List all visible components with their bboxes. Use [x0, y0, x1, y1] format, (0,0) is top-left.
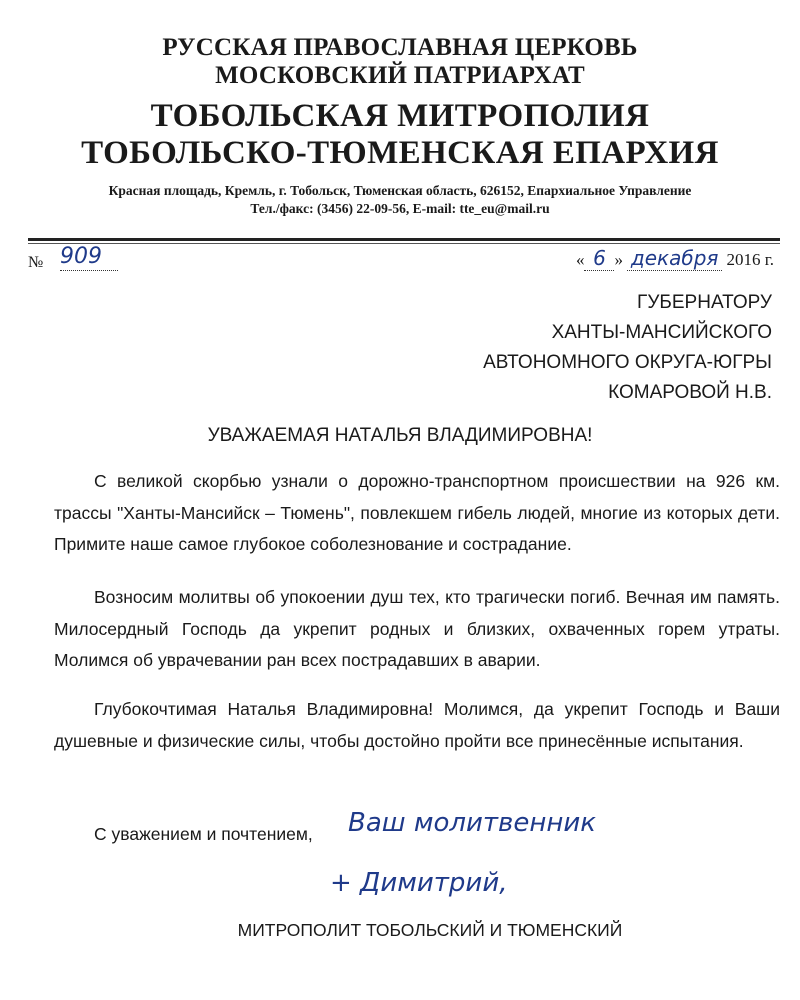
letterhead-address: Красная площадь, Кремль, г. Тобольск, Тюменская область, 626152, Епархиальное Управление: [108, 183, 692, 198]
addressee-line: КОМАРОВОЙ Н.В.: [608, 382, 772, 403]
date-year: 2016 г.: [726, 250, 774, 269]
date-close-quote: »: [614, 250, 623, 269]
letterhead-metropolis: ТОБОЛЬСКАЯ МИТРОПОЛИЯ: [150, 98, 650, 134]
body-paragraph-3: Глубокочтимая Наталья Владимировна! Молимся, да укрепит Господь и Ваши душевные и физические силы, чтобы достойно пройти все принесённые испытания.: [54, 699, 780, 751]
closing-phrase: С уважением и почтением,: [94, 824, 313, 844]
signer-title: МИТРОПОЛИТ ТОБОЛЬСКИЙ И ТЮМЕНСКИЙ: [237, 920, 623, 940]
letterhead-church: РУССКАЯ ПРАВОСЛАВНАЯ ЦЕРКОВЬ: [162, 34, 638, 61]
body-paragraph-1: С великой скорбью узнали о дорожно-транспортном происшествии на 926 км. трассы "Ханты-Мансийск – Тюмень", повлекшем гибель людей, многие из которых дети. Примите наше самое глубокое соболезнование и сострадание.: [54, 471, 780, 554]
date-day: 6: [584, 246, 614, 271]
letterhead-patriarchate: МОСКОВСКИЙ ПАТРИАРХАТ: [215, 62, 585, 89]
date-month: декабря: [627, 246, 722, 271]
handwritten-signature-line-1: Ваш молитвенник: [348, 808, 596, 838]
document-number-value: 909: [60, 244, 118, 271]
addressee-block: [483, 288, 772, 408]
handwritten-signature-line-2: + Димитрий,: [330, 868, 508, 898]
date-open-quote: «: [575, 250, 585, 269]
body-paragraph-2: Возносим молитвы об упокоении душ тех, кто трагически погиб. Вечная им память. Милосердный Господь да укрепит родных и близких, охваченных горем утраты. Молимся об уврачевании ран всех пострадавших в аварии.: [54, 587, 780, 670]
header-divider-thick: [28, 238, 780, 241]
document-date: [576, 246, 774, 271]
header-divider-thin: [28, 243, 780, 244]
document-number-label: №: [28, 254, 44, 271]
addressee-line: АВТОНОМНОГО ОКРУГА-ЮГРЫ: [483, 352, 772, 373]
letterhead-eparchy: ТОБОЛЬСКО-ТЮМЕНСКАЯ ЕПАРХИЯ: [81, 135, 719, 171]
addressee-line: ХАНТЫ-МАНСИЙСКОГО: [551, 322, 772, 343]
letterhead-contacts: Тел./факс: (3456) 22-09-56, E-mail: tte_eu@mail.ru: [250, 201, 550, 216]
salutation: УВАЖАЕМАЯ НАТАЛЬЯ ВЛАДИМИРОВНА!: [207, 425, 593, 446]
addressee-line: ГУБЕРНАТОРУ: [637, 292, 772, 313]
